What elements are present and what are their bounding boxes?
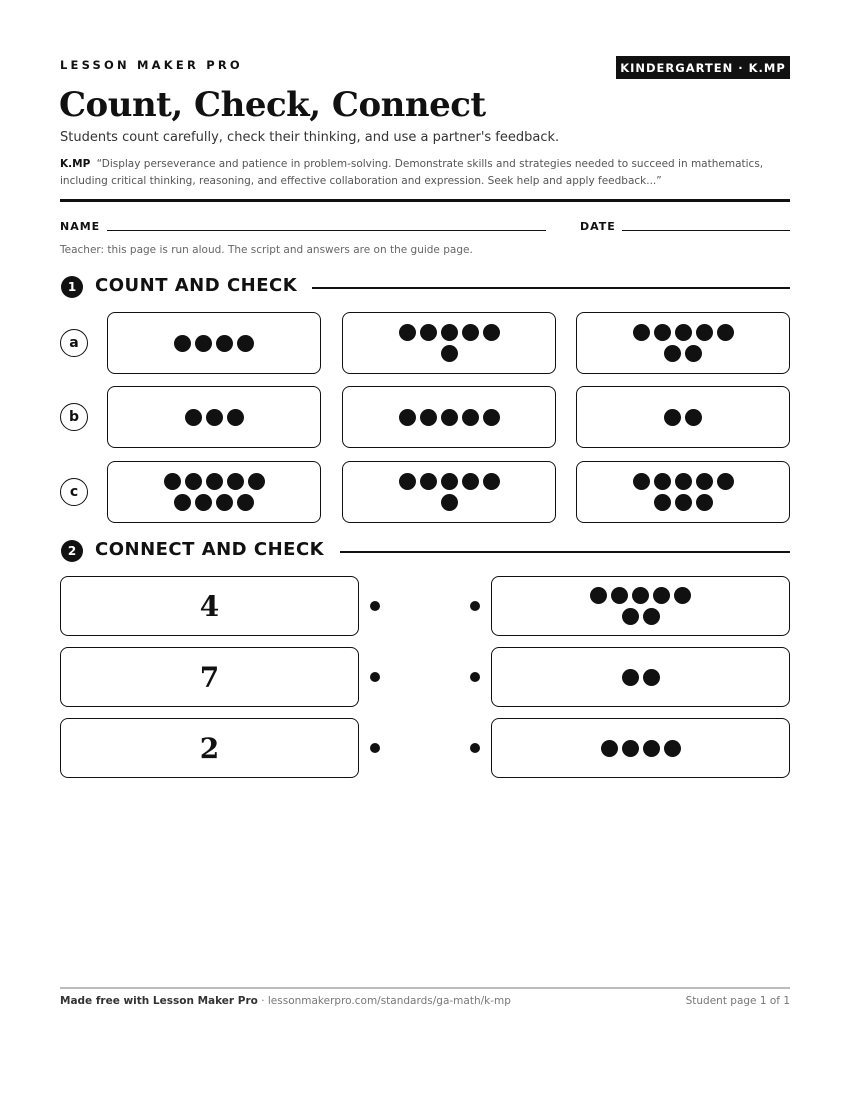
counting-dot bbox=[483, 409, 500, 426]
footer-made-with: Made free with Lesson Maker Pro bbox=[60, 995, 258, 1007]
counting-dot bbox=[622, 608, 639, 625]
counting-dot bbox=[195, 494, 212, 511]
counting-dot bbox=[643, 669, 660, 686]
counting-dot bbox=[420, 473, 437, 490]
number-card: 7 bbox=[60, 647, 359, 707]
row-letter-a: a bbox=[60, 329, 88, 357]
counting-dot bbox=[633, 324, 650, 341]
count-box-c3[interactable] bbox=[576, 461, 790, 523]
standard-text: “Display perseverance and patience in problem-solving. Demonstrate skills and strategies needed to succeed in mathematics, including critical thinking, reasoning, and effective collaboration and expression. Seek help and apply feedback...” bbox=[60, 158, 764, 187]
row-letter-c: c bbox=[60, 478, 88, 506]
footer-url[interactable]: · lessonmakerpro.com/standards/ga-math/k-mp bbox=[257, 995, 511, 1007]
teacher-note: Teacher: this page is run aloud. The script and answers are on the guide page. bbox=[60, 244, 473, 256]
section-2-rule bbox=[340, 551, 790, 553]
dot-row bbox=[622, 669, 660, 686]
dot-row bbox=[399, 324, 500, 341]
counting-dot bbox=[654, 324, 671, 341]
counting-dot bbox=[643, 740, 660, 757]
dot-row bbox=[601, 740, 681, 757]
page-subtitle: Students count carefully, check their thinking, and use a partner's feedback. bbox=[60, 130, 560, 145]
counting-dot bbox=[462, 473, 479, 490]
standard-description bbox=[60, 156, 790, 190]
connector-dot-right[interactable] bbox=[470, 672, 480, 682]
counting-dot bbox=[696, 324, 713, 341]
connector-dot-left[interactable] bbox=[370, 743, 380, 753]
counting-dot bbox=[664, 740, 681, 757]
counting-dot bbox=[664, 409, 681, 426]
counting-dot bbox=[643, 608, 660, 625]
dot-row bbox=[399, 409, 500, 426]
counting-dot bbox=[185, 409, 202, 426]
count-box-a1[interactable] bbox=[107, 312, 321, 374]
counting-dot bbox=[675, 324, 692, 341]
counting-dot bbox=[654, 494, 671, 511]
section-1-title: COUNT AND CHECK bbox=[95, 275, 307, 296]
dot-row bbox=[441, 345, 458, 362]
counting-dot bbox=[441, 324, 458, 341]
dot-row bbox=[185, 409, 244, 426]
name-field[interactable] bbox=[107, 230, 546, 231]
counting-dot bbox=[462, 409, 479, 426]
standard-code: K.MP bbox=[60, 158, 91, 170]
count-box-a2[interactable] bbox=[342, 312, 556, 374]
dot-row bbox=[399, 473, 500, 490]
counting-dot bbox=[685, 345, 702, 362]
counting-dot bbox=[237, 494, 254, 511]
dot-row bbox=[664, 345, 702, 362]
counting-dot bbox=[654, 473, 671, 490]
dot-picture-card bbox=[491, 718, 790, 778]
counting-dot bbox=[696, 473, 713, 490]
dot-row bbox=[654, 494, 713, 511]
counting-dot bbox=[462, 324, 479, 341]
counting-dot bbox=[622, 669, 639, 686]
date-field[interactable] bbox=[622, 230, 790, 231]
dot-row bbox=[590, 587, 691, 604]
count-box-a3[interactable] bbox=[576, 312, 790, 374]
counting-dot bbox=[174, 335, 191, 352]
dot-row bbox=[164, 473, 265, 490]
counting-dot bbox=[237, 335, 254, 352]
count-box-c2[interactable] bbox=[342, 461, 556, 523]
dot-picture-card bbox=[491, 647, 790, 707]
counting-dot bbox=[675, 494, 692, 511]
name-label: NAME bbox=[60, 220, 101, 233]
counting-dot bbox=[664, 345, 681, 362]
row-letter-b: b bbox=[60, 403, 88, 431]
counting-dot bbox=[174, 494, 191, 511]
section-1-rule bbox=[312, 287, 790, 289]
counting-dot bbox=[483, 473, 500, 490]
counting-dot bbox=[164, 473, 181, 490]
counting-dot bbox=[611, 587, 628, 604]
counting-dot bbox=[696, 494, 713, 511]
counting-dot bbox=[227, 409, 244, 426]
counting-dot bbox=[206, 409, 223, 426]
footer-page-number: Student page 1 of 1 bbox=[685, 995, 790, 1007]
counting-dot bbox=[185, 473, 202, 490]
counting-dot bbox=[483, 324, 500, 341]
footer-credit bbox=[60, 995, 511, 1007]
section-1-number: 1 bbox=[61, 276, 83, 298]
count-box-b1[interactable] bbox=[107, 386, 321, 448]
section-2-number: 2 bbox=[61, 540, 83, 562]
counting-dot bbox=[227, 473, 244, 490]
connector-dot-left[interactable] bbox=[370, 672, 380, 682]
footer-divider bbox=[60, 987, 790, 989]
counting-dot bbox=[633, 473, 650, 490]
count-box-c1[interactable] bbox=[107, 461, 321, 523]
date-label: DATE bbox=[580, 220, 616, 233]
dot-row bbox=[633, 473, 734, 490]
dot-row bbox=[174, 335, 254, 352]
dot-row bbox=[633, 324, 734, 341]
counting-dot bbox=[216, 335, 233, 352]
counting-dot bbox=[674, 587, 691, 604]
counting-dot bbox=[420, 409, 437, 426]
count-box-b2[interactable] bbox=[342, 386, 556, 448]
brand-wordmark: LESSON MAKER PRO bbox=[60, 58, 243, 72]
dot-row bbox=[174, 494, 254, 511]
counting-dot bbox=[399, 409, 416, 426]
header-divider bbox=[60, 199, 790, 202]
counting-dot bbox=[632, 587, 649, 604]
counting-dot bbox=[441, 473, 458, 490]
page-title: Count, Check, Connect bbox=[59, 85, 486, 125]
dot-picture-card bbox=[491, 576, 790, 636]
counting-dot bbox=[206, 473, 223, 490]
counting-dot bbox=[399, 324, 416, 341]
counting-dot bbox=[216, 494, 233, 511]
counting-dot bbox=[420, 324, 437, 341]
counting-dot bbox=[195, 335, 212, 352]
dot-row bbox=[622, 608, 660, 625]
counting-dot bbox=[717, 324, 734, 341]
counting-dot bbox=[653, 587, 670, 604]
counting-dot bbox=[441, 345, 458, 362]
counting-dot bbox=[601, 740, 618, 757]
counting-dot bbox=[441, 494, 458, 511]
dot-row bbox=[664, 409, 702, 426]
section-2-title: CONNECT AND CHECK bbox=[95, 539, 334, 560]
count-box-b3[interactable] bbox=[576, 386, 790, 448]
counting-dot bbox=[717, 473, 734, 490]
counting-dot bbox=[590, 587, 607, 604]
number-card: 4 bbox=[60, 576, 359, 636]
counting-dot bbox=[675, 473, 692, 490]
number-card: 2 bbox=[60, 718, 359, 778]
counting-dot bbox=[441, 409, 458, 426]
counting-dot bbox=[685, 409, 702, 426]
dot-row bbox=[441, 494, 458, 511]
grade-badge: KINDERGARTEN · K.MP bbox=[616, 56, 790, 79]
counting-dot bbox=[622, 740, 639, 757]
connector-dot-left[interactable] bbox=[370, 601, 380, 611]
connector-dot-right[interactable] bbox=[470, 601, 480, 611]
counting-dot bbox=[399, 473, 416, 490]
connector-dot-right[interactable] bbox=[470, 743, 480, 753]
counting-dot bbox=[248, 473, 265, 490]
